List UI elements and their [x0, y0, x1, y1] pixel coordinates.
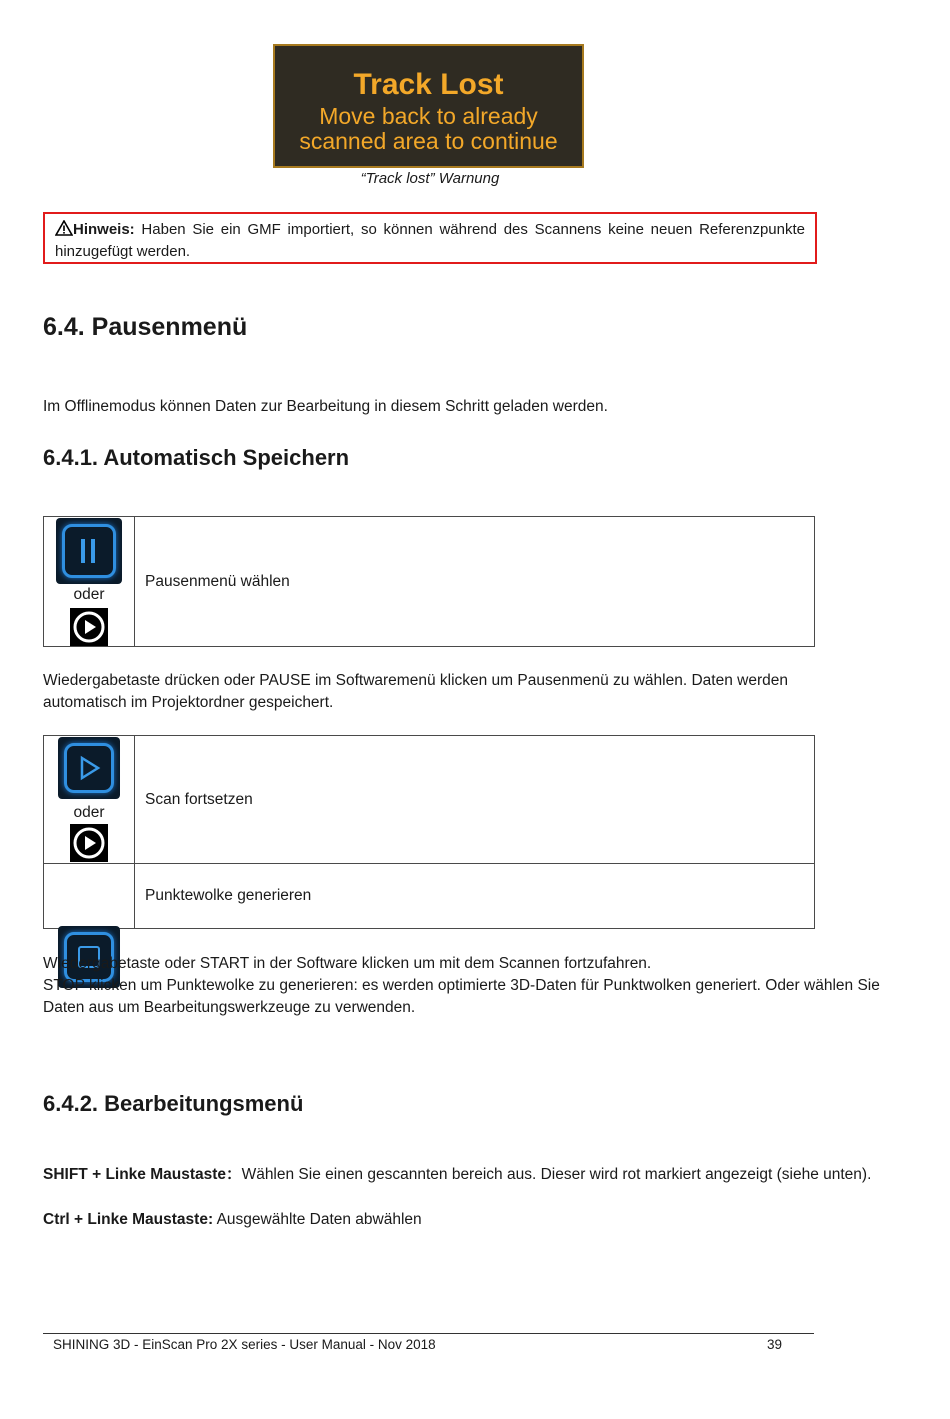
- shift-click-sep: ：: [226, 1166, 242, 1183]
- play-circle-icon: [70, 608, 108, 646]
- play-button-icon: [58, 737, 120, 799]
- resume-table: [43, 735, 815, 929]
- note-label: Hinweis:: [73, 221, 135, 238]
- play-circle-icon-2: [70, 824, 108, 862]
- section-intro: Im Offlinemodus können Daten zur Bearbeitung in diesem Schritt geladen werden.: [43, 398, 608, 415]
- subsection-heading-1: 6.4.1. Automatisch Speichern: [43, 445, 350, 470]
- pause-button-icon: [56, 518, 122, 584]
- paragraph-pause: Wiedergabetaste drücken oder PAUSE im Softwaremenü klicken um Pausenmenü zu wählen. Daten werden automatisch im Projektordner gespeichert.: [43, 672, 788, 711]
- ctrl-click-line: [43, 1209, 422, 1231]
- generate-pointcloud-text: Punktewolke generieren: [145, 887, 312, 904]
- banner-caption: “Track lost” Warnung: [360, 170, 500, 187]
- note-text: Haben Sie ein GMF importiert, so können während des Scannens keine neuen Referenzpunkte hinzugefügt werden.: [55, 221, 805, 260]
- subsection-heading-2: 6.4.2. Bearbeitungsmenü: [43, 1091, 304, 1116]
- shift-click-line: [43, 1164, 883, 1186]
- pause-table: [43, 516, 815, 647]
- section-heading: 6.4. Pausenmenü: [43, 313, 248, 341]
- paragraph-stop: STOP klicken um Punktewolke zu generieren: es werden optimierte 3D-Daten für Punktwolken generiert. Oder wählen Sie Daten aus um Bearbeitungswerkzeuge zu verwenden.: [43, 977, 880, 1016]
- banner-line-2: scanned area to continue: [299, 128, 558, 154]
- banner-line-1: Move back to already: [319, 103, 538, 129]
- resume-scan-text: Scan fortsetzen: [145, 791, 253, 808]
- banner-title: Track Lost: [353, 68, 504, 101]
- track-lost-banner: [273, 44, 584, 168]
- ctrl-click-text: Ausgewählte Daten abwählen: [213, 1211, 422, 1228]
- note-box: [43, 212, 817, 264]
- footer-rule: [43, 1333, 814, 1334]
- pause-menu-text: Pausenmenü wählen: [145, 573, 290, 590]
- paragraph-start: Wiedergabetaste oder START in der Software klicken um mit dem Scannen fortzufahren.: [43, 955, 652, 972]
- warning-triangle-icon: [55, 220, 73, 236]
- footer-text: SHINING 3D - EinScan Pro 2X series - User Manual - Nov 2018: [53, 1337, 436, 1352]
- oder-label: oder: [73, 586, 105, 603]
- oder-label-2: oder: [73, 804, 105, 821]
- page-number: 39: [767, 1337, 783, 1352]
- shift-click-label: SHIFT + Linke Maustaste: [43, 1166, 227, 1183]
- shift-click-text: Wählen Sie einen gescannten bereich aus. Dieser wird rot markiert angezeigt (siehe unten).: [241, 1166, 872, 1183]
- ctrl-click-label: Ctrl + Linke Maustaste:: [43, 1211, 214, 1228]
